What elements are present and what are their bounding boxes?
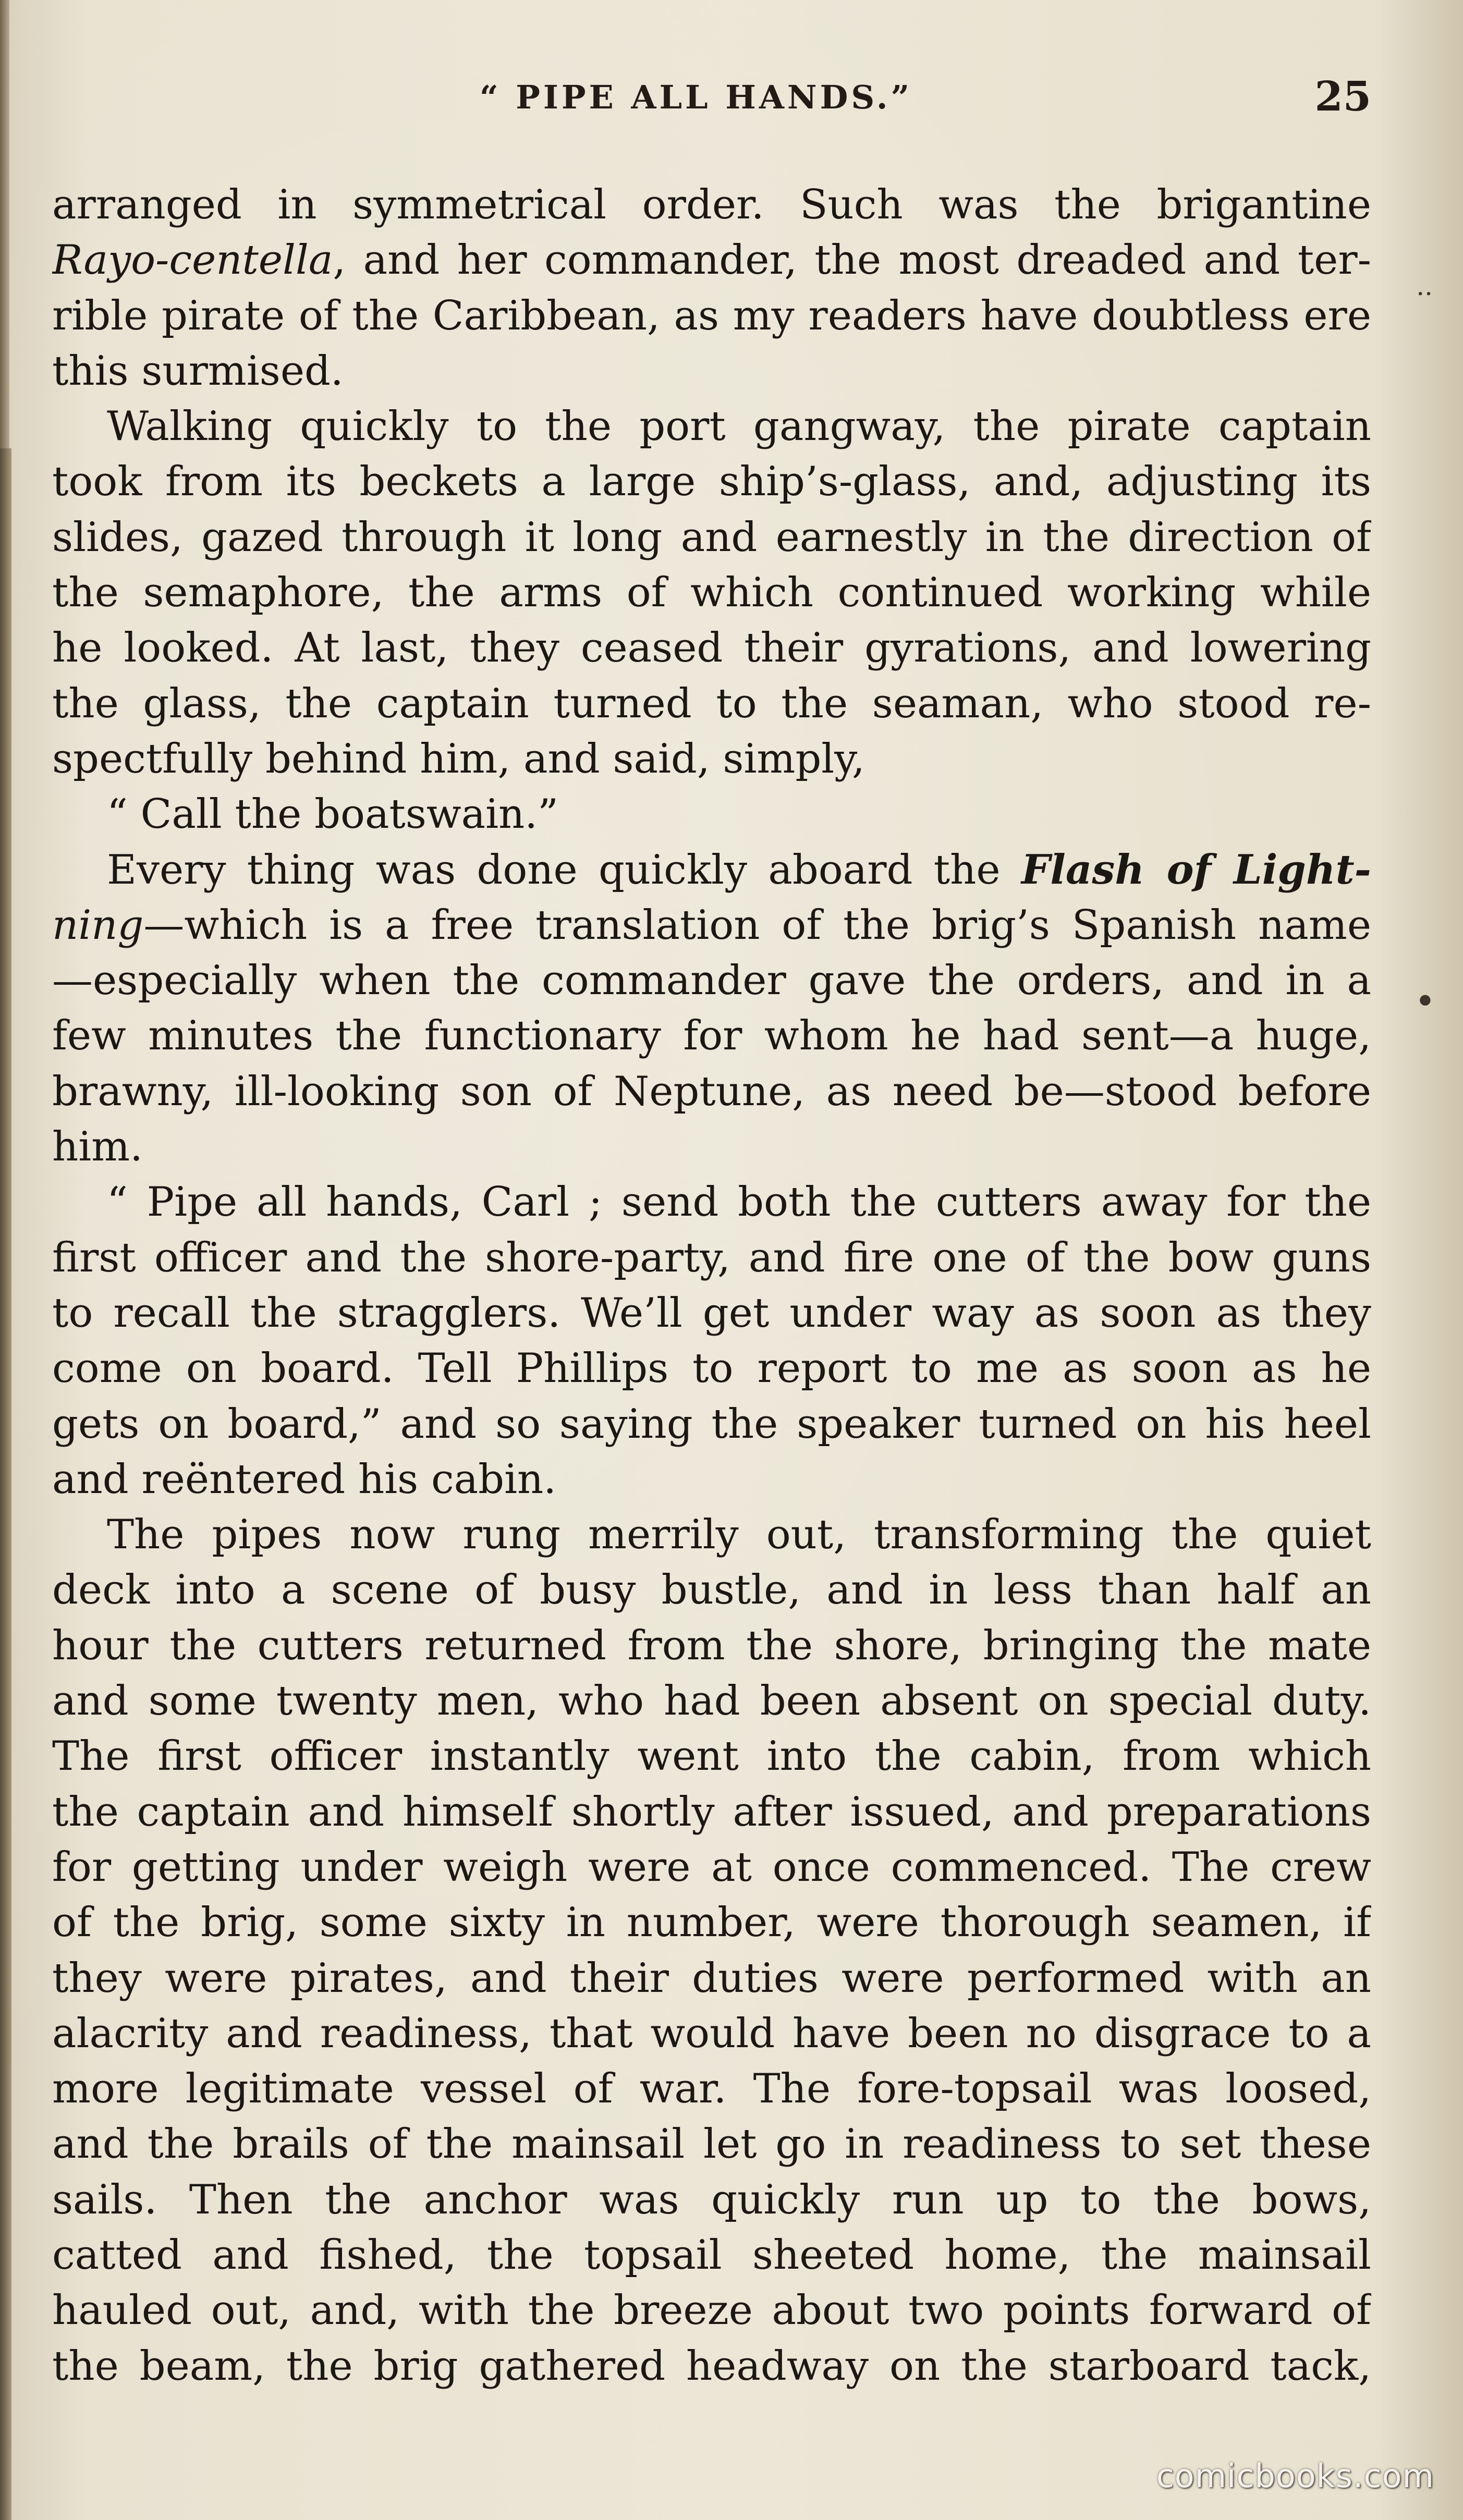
text-line: [52, 2006, 1371, 2061]
text-segment: —especially when the commander gave the orders, and in a: [52, 957, 1371, 1005]
text-segment: they were pirates, and their duties were performed with an: [52, 1954, 1371, 2002]
text-segment: “ Call the boatswain.”: [107, 791, 558, 838]
page-number: 25: [1314, 73, 1371, 120]
text-line: [52, 344, 1371, 399]
body-text: [52, 177, 1371, 2394]
text-segment: for getting under weigh were at once commenced. The crew: [52, 1843, 1371, 1891]
text-line: [52, 1452, 1371, 1507]
text-line: [52, 565, 1371, 620]
text-line: [52, 233, 1371, 288]
italic-text-segment: ning: [52, 901, 144, 949]
text-line: [52, 1784, 1371, 1840]
text-segment: took from its beckets a large ship’s-glass, and, adjusting its: [52, 458, 1371, 506]
margin-mark-mid: •: [1414, 980, 1436, 1023]
italic-text-segment: Rayo-centella: [52, 237, 333, 284]
text-segment: few minutes the functionary for whom he had sent—a huge,: [52, 1012, 1371, 1060]
text-segment: of the brig, some sixty in number, were thorough seamen, if: [52, 1899, 1371, 1947]
watermark: comicbooks.com: [1156, 2457, 1434, 2495]
text-line: [52, 1729, 1371, 1784]
text-segment: the captain and himself shortly after issued, and preparations: [52, 1788, 1371, 1836]
text-line: [52, 1064, 1371, 1119]
text-line: [52, 953, 1371, 1008]
page-header: [52, 73, 1371, 130]
text-segment: and the brails of the mainsail let go in readiness to set these: [52, 2121, 1371, 2168]
text-segment: first officer and the shore-party, and fire one of the bow guns: [52, 1234, 1371, 1281]
text-segment: sails. Then the anchor was quickly run up to the bows,: [52, 2176, 1371, 2223]
text-line: [52, 454, 1371, 509]
text-segment: the beam, the brig gathered headway on the starboard tack,: [52, 2342, 1371, 2390]
text-segment: arranged in symmetrical order. Such was the brigantine: [52, 181, 1371, 228]
text-segment: gets on board,” and so saying the speaker turned on his heel: [52, 1400, 1371, 1448]
text-segment: Every thing was done quickly aboard the: [107, 846, 1021, 894]
text-segment: Walking quickly to the port gangway, the pirate captain: [107, 403, 1371, 450]
text-line: [52, 510, 1371, 565]
text-line: [52, 1618, 1371, 1673]
italic-text-segment: Flash of Light-: [1021, 846, 1371, 894]
text-line: [52, 1397, 1371, 1452]
text-segment: more legitimate vessel of war. The fore-topsail was loosed,: [52, 2065, 1371, 2113]
text-segment: hauled out, and, with the breeze about two points forward of: [52, 2287, 1371, 2334]
text-line: [52, 399, 1371, 454]
text-segment: “ Pipe all hands, Carl ; send both the cutters away for the: [107, 1179, 1371, 1226]
text-segment: The pipes now rung merrily out, transforming the quiet: [107, 1511, 1371, 1559]
text-segment: , and her commander, the most dreaded and ter-: [333, 237, 1371, 284]
text-segment: and reëntered his cabin.: [52, 1455, 557, 1503]
text-segment: brawny, ill-looking son of Neptune, as need be—stood before: [52, 1068, 1371, 1115]
text-line: [52, 787, 1371, 842]
text-line: [52, 731, 1371, 787]
text-line: [52, 1341, 1371, 1396]
text-segment: —which is a free translation of the brig’s Spanish name: [143, 901, 1371, 949]
text-line: [52, 1840, 1371, 1895]
text-line: [52, 1562, 1371, 1618]
text-line: [52, 2061, 1371, 2117]
text-line: [52, 2339, 1371, 2394]
text-segment: alacrity and readiness, that would have been no disgrace to a: [52, 2010, 1371, 2057]
text-line: [52, 620, 1371, 676]
margin-mark-top: ..: [1416, 271, 1433, 301]
text-segment: the glass, the captain turned to the seaman, who stood re-: [52, 680, 1371, 727]
text-line: [52, 676, 1371, 731]
text-segment: rible pirate of the Caribbean, as my readers have doubtless ere: [52, 292, 1371, 339]
text-line: [52, 1673, 1371, 1729]
text-segment: deck into a scene of busy bustle, and in less than half an: [52, 1567, 1371, 1614]
text-line: [52, 2117, 1371, 2172]
text-line: [52, 177, 1371, 233]
text-line: [52, 1175, 1371, 1230]
text-segment: this surmised.: [52, 347, 344, 395]
text-line: [52, 1951, 1371, 2006]
text-segment: the semaphore, the arms of which continued working while: [52, 569, 1371, 617]
text-line: [52, 2172, 1371, 2228]
text-line: [52, 288, 1371, 344]
text-line: [52, 842, 1371, 898]
text-segment: to recall the stragglers. We’ll get under way as soon as they: [52, 1289, 1371, 1337]
page-edge-shadow-lower: [0, 448, 11, 2520]
text-line: [52, 898, 1371, 953]
running-head: “ PIPE ALL HANDS.”: [480, 78, 913, 116]
text-segment: catted and fished, the topsail sheeted home, the mainsail: [52, 2231, 1371, 2279]
text-segment: slides, gazed through it long and earnestly in the direction of: [52, 513, 1371, 561]
text-segment: him.: [52, 1123, 143, 1171]
text-line: [52, 1895, 1371, 1950]
text-line: [52, 1230, 1371, 1286]
text-segment: The first officer instantly went into the cabin, from which: [52, 1733, 1371, 1780]
text-segment: he looked. At last, they ceased their gyrations, and lowering: [52, 625, 1371, 672]
text-line: [52, 2283, 1371, 2338]
text-line: [52, 1507, 1371, 1562]
text-line: [52, 1286, 1371, 1341]
text-segment: hour the cutters returned from the shore, bringing the mate: [52, 1622, 1371, 1669]
text-line: [52, 1119, 1371, 1175]
text-line: [52, 2228, 1371, 2283]
text-line: [52, 1008, 1371, 1063]
text-segment: spectfully behind him, and said, simply,: [52, 735, 865, 782]
text-segment: and some twenty men, who had been absent on special duty.: [52, 1678, 1371, 1725]
text-segment: come on board. Tell Phillips to report to me as soon as he: [52, 1345, 1371, 1392]
